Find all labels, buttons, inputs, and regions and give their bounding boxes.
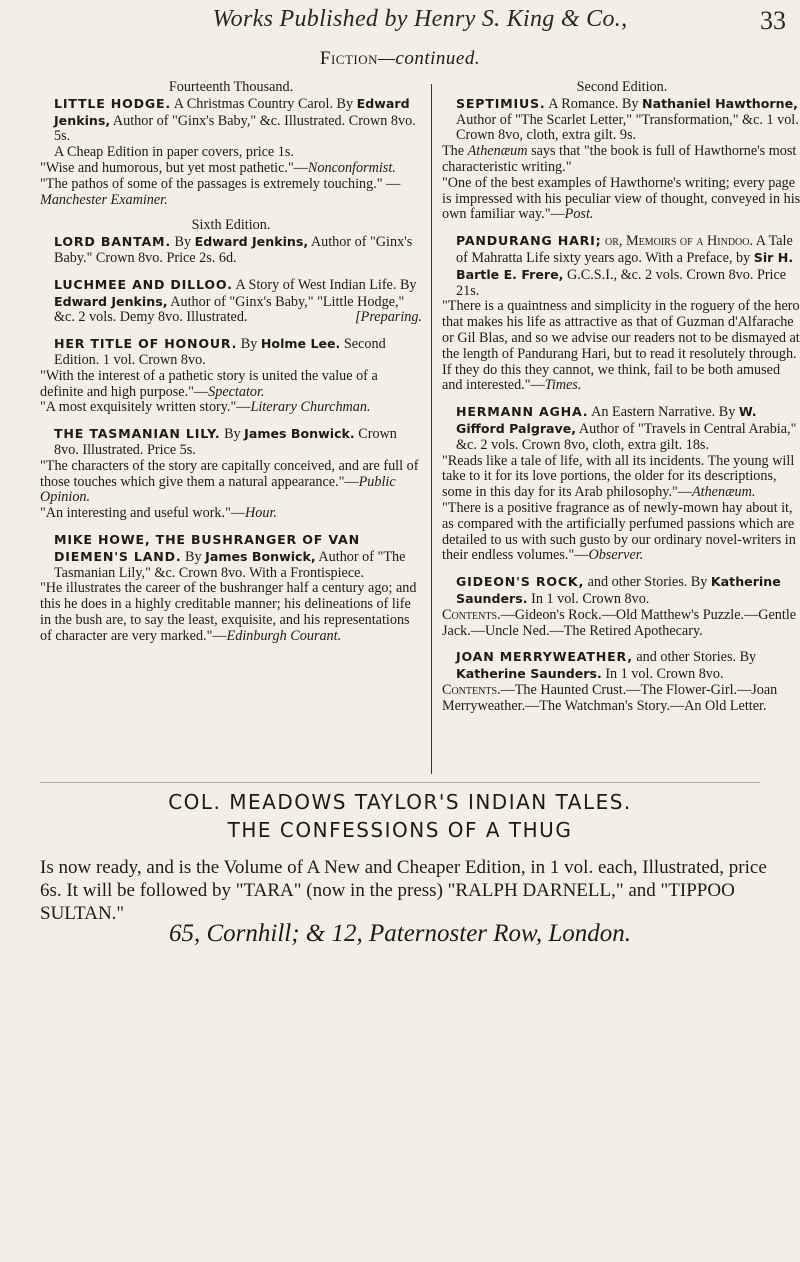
review-text: "One of the best examples of Hawthorne's writing; every page is impressed with his peculiar view of thought, conveyed in his own familiar way."— bbox=[442, 174, 800, 223]
entry-text bbox=[40, 532, 422, 581]
review bbox=[40, 400, 422, 416]
entry-luchmee bbox=[40, 277, 422, 326]
review-source: Literary Churchman. bbox=[250, 399, 371, 416]
book-author: Edward Jenkins, bbox=[54, 95, 410, 128]
review-source: Athenæum. bbox=[691, 484, 756, 501]
review bbox=[40, 161, 422, 177]
review-source: Public Opinion. bbox=[40, 473, 396, 506]
section-divider bbox=[40, 782, 760, 783]
review-text: "An interesting and useful work."— bbox=[40, 505, 246, 522]
review-source: Times. bbox=[544, 377, 582, 394]
book-author: W. Gifford Palgrave, bbox=[456, 404, 757, 436]
entry-her-title bbox=[40, 336, 422, 416]
status-note: [Preparing. bbox=[355, 309, 422, 326]
entry-lord-bantam bbox=[40, 218, 422, 266]
cheap-edition: A Cheap Edition in paper covers, price 1s. bbox=[54, 144, 294, 161]
book-details: Author of "Travels in Central Arabia," &c. 2 vols. Crown 8vo, cloth, extra gilt. 18s. bbox=[456, 420, 797, 453]
review-text: "He illustrates the career of the bushranger half a century ago; and this he does in a highly creditable manner; his delineations of life in the bush are, to say the least, exquisite, and his representations of character are very marked."— bbox=[40, 580, 417, 644]
review-prefix: The bbox=[442, 143, 468, 160]
review bbox=[40, 369, 422, 401]
book-desc: A Romance. By bbox=[545, 95, 643, 112]
book-details: G.C.S.I., &c. 2 vols. Crown 8vo. Price 21s. bbox=[456, 266, 787, 299]
edition-note: Sixth Edition. bbox=[191, 217, 271, 234]
page-number: 33 bbox=[760, 6, 786, 35]
book-title: PANDURANG HARI; bbox=[456, 233, 602, 249]
book-details: Author of "Ginx's Baby," &c. Illustrated. Crown 8vo. 5s. bbox=[54, 112, 416, 145]
entry-text bbox=[442, 233, 800, 299]
book-title: HERMANN AGHA. bbox=[456, 404, 589, 420]
book-desc: By bbox=[220, 426, 245, 443]
entry-tasmanian-lily bbox=[40, 426, 422, 522]
entry-text bbox=[40, 277, 422, 326]
book-desc: A Christmas Country Carol. By bbox=[171, 95, 357, 112]
book-desc: and other Stories. By bbox=[632, 649, 757, 666]
contents-label: Contents. bbox=[442, 681, 501, 698]
book-title: MIKE HOWE, THE BUSHRANGER OF VAN DIEMEN'S LAND. bbox=[54, 531, 360, 564]
entry-text bbox=[40, 336, 422, 369]
review-source: Nonconformist. bbox=[307, 159, 396, 176]
book-title: LITTLE HODGE. bbox=[54, 95, 172, 111]
review bbox=[442, 299, 800, 394]
book-details: In 1 vol. Crown 8vo. bbox=[527, 590, 650, 607]
review-text: says that "the book is full of Hawthorne's most characteristic writing." bbox=[442, 143, 797, 175]
book-details: Author of "The Scarlet Letter," "Transformation," &c. 1 vol. Crown 8vo, cloth, extra gilt. 9s. bbox=[456, 111, 799, 144]
book-title: HER TITLE OF HONOUR. bbox=[54, 336, 238, 352]
column-divider bbox=[431, 84, 432, 774]
review bbox=[442, 501, 800, 564]
entry-text bbox=[40, 426, 422, 459]
edition-note: Second Edition. bbox=[576, 79, 668, 95]
book-details: Author of "Ginx's Baby," "Little Hodge," &c. 2 vols. Demy 8vo. Illustrated. bbox=[54, 293, 405, 326]
review bbox=[40, 581, 422, 644]
book-details: Second Edition. 1 vol. Crown 8vo. bbox=[54, 336, 386, 368]
entry-gideons-rock bbox=[442, 574, 800, 639]
review bbox=[40, 506, 422, 522]
book-desc: By bbox=[237, 336, 261, 353]
right-column bbox=[442, 80, 800, 724]
book-details: In 1 vol. Crown 8vo. bbox=[601, 666, 724, 683]
book-desc: A Tale of Mahratta Life sixty years ago. With a Preface, by bbox=[456, 233, 793, 266]
review-text: "The characters of the story are capitally conceived, and are full of those touches which give them a natural appearance."— bbox=[40, 457, 419, 490]
review-text: "There is a positive fragrance as of newly-mown hay about it, as compared with the artificially perfumed passions which are detailed to us with such gusto by our ordinary novel-writers in their endless volumes."— bbox=[442, 499, 796, 564]
review-source: Athenæum bbox=[467, 143, 528, 160]
book-title: GIDEON'S ROCK, bbox=[456, 574, 585, 590]
review bbox=[442, 176, 800, 223]
book-title: SEPTIMIUS. bbox=[456, 95, 546, 111]
book-author: Sir H. Bartle E. Frere, bbox=[456, 249, 794, 282]
review-source: Edinburgh Courant. bbox=[226, 627, 342, 644]
review bbox=[40, 459, 422, 506]
book-author: Edward Jenkins, bbox=[194, 234, 309, 250]
entry-little-hodge bbox=[40, 80, 422, 208]
section-continued: —continued. bbox=[378, 48, 481, 69]
contents bbox=[442, 683, 800, 715]
entry-mike-howe bbox=[40, 532, 422, 645]
book-desc: An Eastern Narrative. By bbox=[588, 404, 739, 421]
book-author: James Bonwick. bbox=[244, 426, 355, 442]
book-author: Holme Lee. bbox=[260, 336, 341, 352]
publisher-address: 65, Cornhill; & 12, Paternoster Row, London. bbox=[168, 920, 632, 947]
banner-confessions: THE CONFESSIONS OF A THUG bbox=[227, 818, 573, 842]
book-author: James Bonwick, bbox=[205, 548, 316, 564]
section-title: Fiction bbox=[319, 48, 379, 69]
book-author: Nathaniel Hawthorne, bbox=[642, 95, 798, 111]
review-text: "A most exquisitely written story."— bbox=[40, 399, 251, 416]
contents-list: —The Haunted Crust.—The Flower-Girl.—Joan Merryweather.—The Watchman's Story.—An Old Letter. bbox=[442, 681, 778, 714]
entry-text bbox=[442, 649, 800, 683]
review bbox=[40, 177, 422, 209]
entry-text bbox=[442, 574, 800, 608]
review-text: "Wise and humorous, but yet most pathetic."— bbox=[40, 159, 308, 176]
review-source: Manchester Examiner. bbox=[40, 191, 168, 208]
book-desc: By bbox=[181, 548, 206, 565]
contents-list: —Gideon's Rock.—Old Matthew's Puzzle.—Gentle Jack.—Uncle Ned.—The Retired Apothecary. bbox=[442, 606, 797, 639]
book-author: Katherine Saunders. bbox=[456, 666, 602, 682]
book-desc: and other Stories. By bbox=[584, 574, 711, 591]
review bbox=[442, 144, 800, 176]
review-text: "Reads like a tale of life, with all its incidents. The young will take to it for its love portions, the older for its descriptions, some in this day for its Arab philosophy."— bbox=[442, 452, 795, 501]
book-desc: By bbox=[170, 234, 195, 251]
banner-indian-tales: COL. MEADOWS TAYLOR'S INDIAN TALES. bbox=[168, 790, 632, 814]
edition-note: Fourteenth Thousand. bbox=[168, 79, 294, 95]
review-source: Post. bbox=[564, 206, 594, 223]
book-subtitle: or, Memoirs of a Hindoo. bbox=[601, 233, 754, 250]
section-heading bbox=[0, 48, 800, 70]
book-title: THE TASMANIAN LILY. bbox=[54, 426, 221, 442]
review-source: Observer. bbox=[588, 547, 644, 564]
book-author: Edward Jenkins, bbox=[54, 293, 168, 309]
entry-hermann-agha bbox=[442, 404, 800, 564]
review-source: Spectator. bbox=[208, 383, 265, 400]
entry-septimius bbox=[442, 80, 800, 223]
book-details: Author of "Ginx's Baby." Crown 8vo. Price 2s. 6d. bbox=[54, 234, 413, 266]
book-desc: A Story of West Indian Life. By bbox=[232, 276, 417, 293]
entry-text bbox=[442, 404, 800, 453]
book-author: Katherine Saunders. bbox=[456, 574, 781, 606]
review-text: "There is a quaintness and simplicity in the roguery of the hero that makes his life as attractive as that of Guzman d'Alfarache or Gil Blas, and so we advise our readers not to be dismayed at the length of Pandurang Hari, but to read it resolutely through. If they do this they cannot, we think, fail to be both amused and interested."— bbox=[442, 298, 800, 394]
book-title: JOAN MERRYWEATHER, bbox=[456, 649, 633, 665]
announcement-text: Is now ready, and is the Volume of A New and Cheaper Edition, in 1 vol. each, Illustrated, price 6s. It will be followed by "TARA" (now in the press) "RALPH DARNELL," and "TIPPOO SULTAN." bbox=[40, 857, 767, 924]
book-details: Author of "The Tasmanian Lily," &c. Crown 8vo. With a Frontispiece. bbox=[54, 548, 406, 581]
entry-text bbox=[40, 234, 422, 267]
contents-label: Contents. bbox=[442, 606, 501, 623]
left-column bbox=[40, 80, 422, 655]
contents bbox=[442, 608, 800, 640]
running-title: Works Published by Henry S. King & Co., bbox=[212, 6, 628, 32]
review bbox=[442, 454, 800, 501]
review-text: "The pathos of some of the passages is extremely touching." — bbox=[40, 175, 401, 192]
entry-joan-merryweather bbox=[442, 649, 800, 714]
book-title: LUCHMEE AND DILLOO. bbox=[54, 276, 233, 292]
entry-pandurang-hari bbox=[442, 233, 800, 394]
entry-text bbox=[442, 96, 800, 144]
review-source: Hour. bbox=[245, 505, 277, 522]
entry-text bbox=[40, 96, 422, 145]
book-title: LORD BANTAM. bbox=[54, 234, 171, 250]
review-text: "With the interest of a pathetic story is united the value of a definite and high purpose."— bbox=[40, 367, 378, 400]
book-details: Crown 8vo. Illustrated. Price 5s. bbox=[54, 426, 397, 458]
